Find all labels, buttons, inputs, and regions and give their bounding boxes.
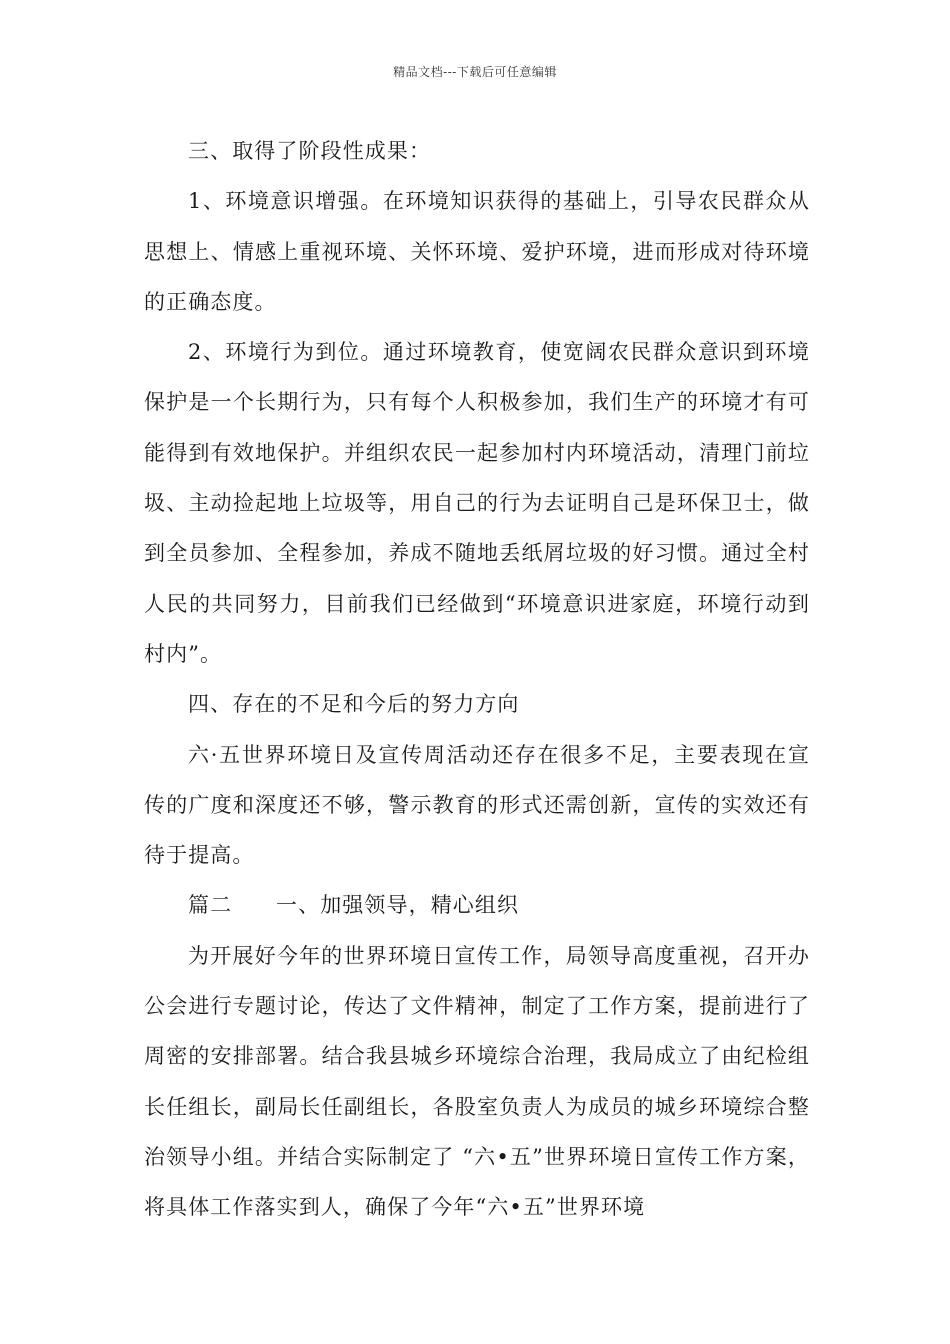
part-two-label: 篇二 (188, 893, 233, 918)
paragraph-shortcomings: 六·五世界环境日及宣传周活动还存在很多不足，主要表现在宣传的广度和深度还不够，警示教育的形式还需创新，宣传的实效还有待于提高。 (144, 742, 810, 868)
paragraph-environment-behavior: 2、环境行为到位。通过环境教育，使宽阔农民群众意识到环境保护是一个长期行为，只有每个人积极参加，我们生产的环境才有可能得到有效地保护。并组织农民一起参加村内环境活动，清理门前垃圾、主动捡起地上垃圾等，用自己的行为去证明自己是环保卫士，做到全员参加、全程参加，养成不随地丢纸屑垃圾的好习惯。通过全村人民的共同努力，目前我们已经做到“环境意识进家庭，环境行动到村内”。 (144, 340, 810, 666)
part-two-heading: 一、加强领导，精心组织 (276, 893, 520, 918)
section-heading-4: 四、存在的不足和今后的努力方向 (188, 692, 520, 717)
part-two-heading-line (144, 880, 810, 930)
paragraph-environment-awareness: 1、环境意识增强。在环境知识获得的基础上，引导农民群众从思想上、情感上重视环境、关怀环境、爱护环境，进而形成对待环境的正确态度。 (144, 189, 810, 314)
section-heading-3: 三、取得了阶段性成果： (188, 139, 432, 163)
page-header: 精品文档---下载后可任意编辑 (393, 65, 557, 79)
document-body (144, 126, 810, 1233)
paragraph-leadership: 为开展好今年的世界环境日宣传工作，局领导高度重视，召开办公会进行专题讨论，传达了文件精神，制定了工作方案，提前进行了周密的安排部署。结合我县城乡环境综合治理，我局成立了由纪检组长任组长，副局长任副组长，各股室负责人为成员的城乡环境综合整治领导小组。并结合实际制定了 “六•五”世界环境日宣传工作方案，将具体工作落实到人，确保了今年“六•五”世界环境 (144, 943, 810, 1220)
